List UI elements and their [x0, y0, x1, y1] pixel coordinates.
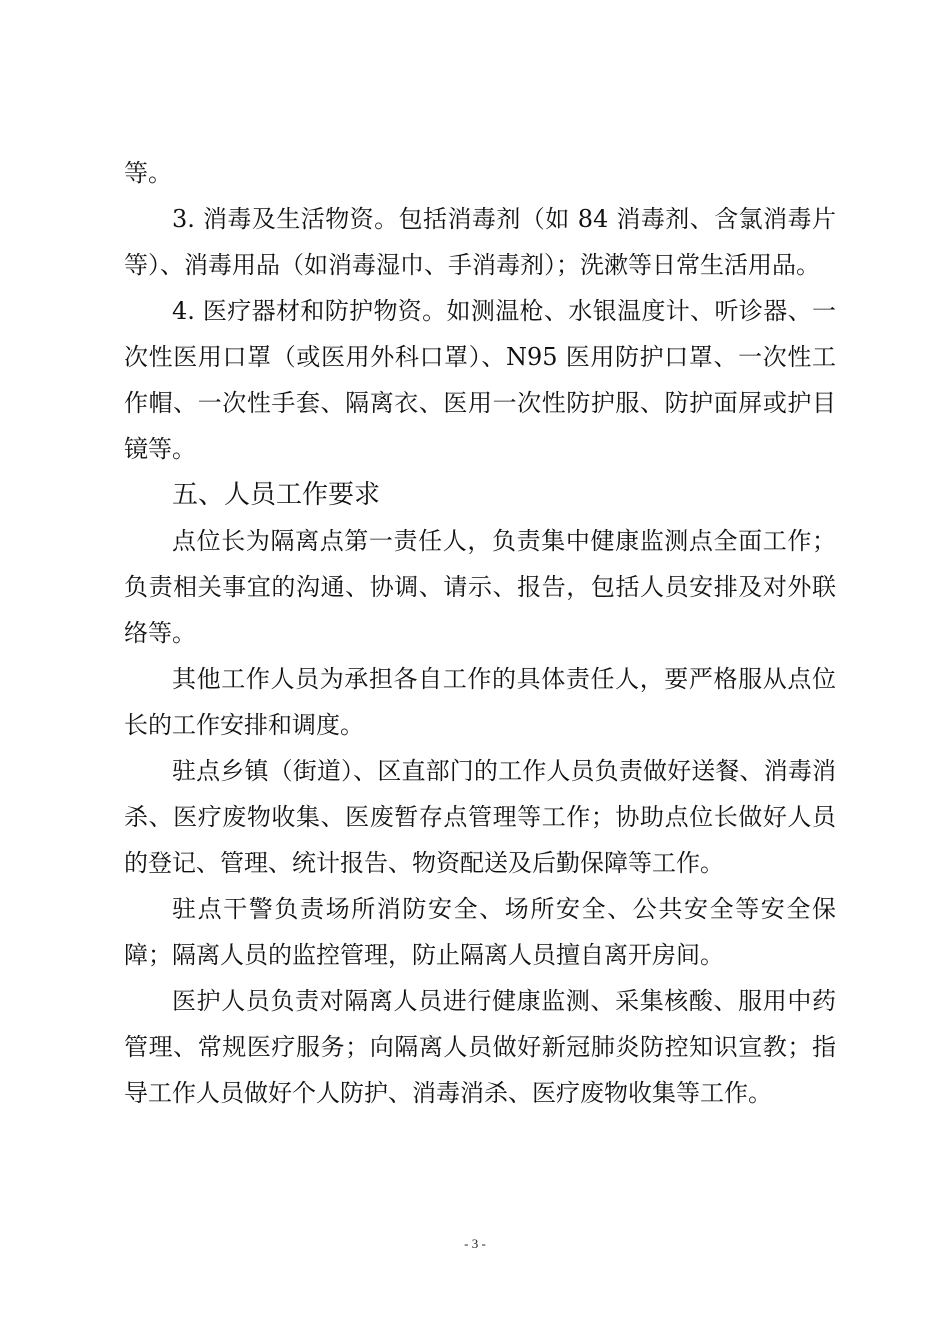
paragraph-site-leader: 点位长为隔离点第一责任人，负责集中健康监测点全面工作；负责相关事宜的沟通、协调、请示、报告，包括人员安排及对外联络等。	[124, 527, 836, 647]
paragraph-medical-staff: 医护人员负责对隔离人员进行健康监测、采集核酸、服用中药管理、常规医疗服务；向隔离人员做好新冠肺炎防控知识宣教；指导工作人员做好个人防护、消毒消杀、医疗废物收集等工作。	[124, 987, 836, 1107]
document-body	[124, 150, 836, 1116]
paragraph-police: 驻点干警负责场所消防安全、场所安全、公共安全等安全保障；隔离人员的监控管理，防止隔离人员擅自离开房间。	[124, 895, 836, 969]
paragraph-continuation: 等。	[124, 159, 172, 187]
section-heading: 五、人员工作要求	[172, 480, 381, 510]
page-number: - 3 -	[464, 1236, 486, 1251]
paragraph-other-staff: 其他工作人员为承担各自工作的具体责任人，要严格服从点位长的工作安排和调度。	[124, 665, 836, 739]
paragraph-township-staff: 驻点乡镇（街道）、区直部门的工作人员负责做好送餐、消毒消杀、医疗废物收集、医废暂存点管理等工作；协助点位长做好人员的登记、管理、统计报告、物资配送及后勤保障等工作。	[124, 757, 836, 877]
paragraph-medical-equipment: 4. 医疗器材和防护物资。如测温枪、水银温度计、听诊器、一次性医用口罩（或医用外科口罩）、N95 医用防护口罩、一次性工作帽、一次性手套、隔离衣、医用一次性防护服、防护面屏或护目镜等。	[124, 297, 836, 463]
paragraph-disinfection-supplies: 3. 消毒及生活物资。包括消毒剂（如 84 消毒剂、含氯消毒片等）、消毒用品（如消毒湿巾、手消毒剂）；洗漱等日常生活用品。	[124, 205, 836, 279]
